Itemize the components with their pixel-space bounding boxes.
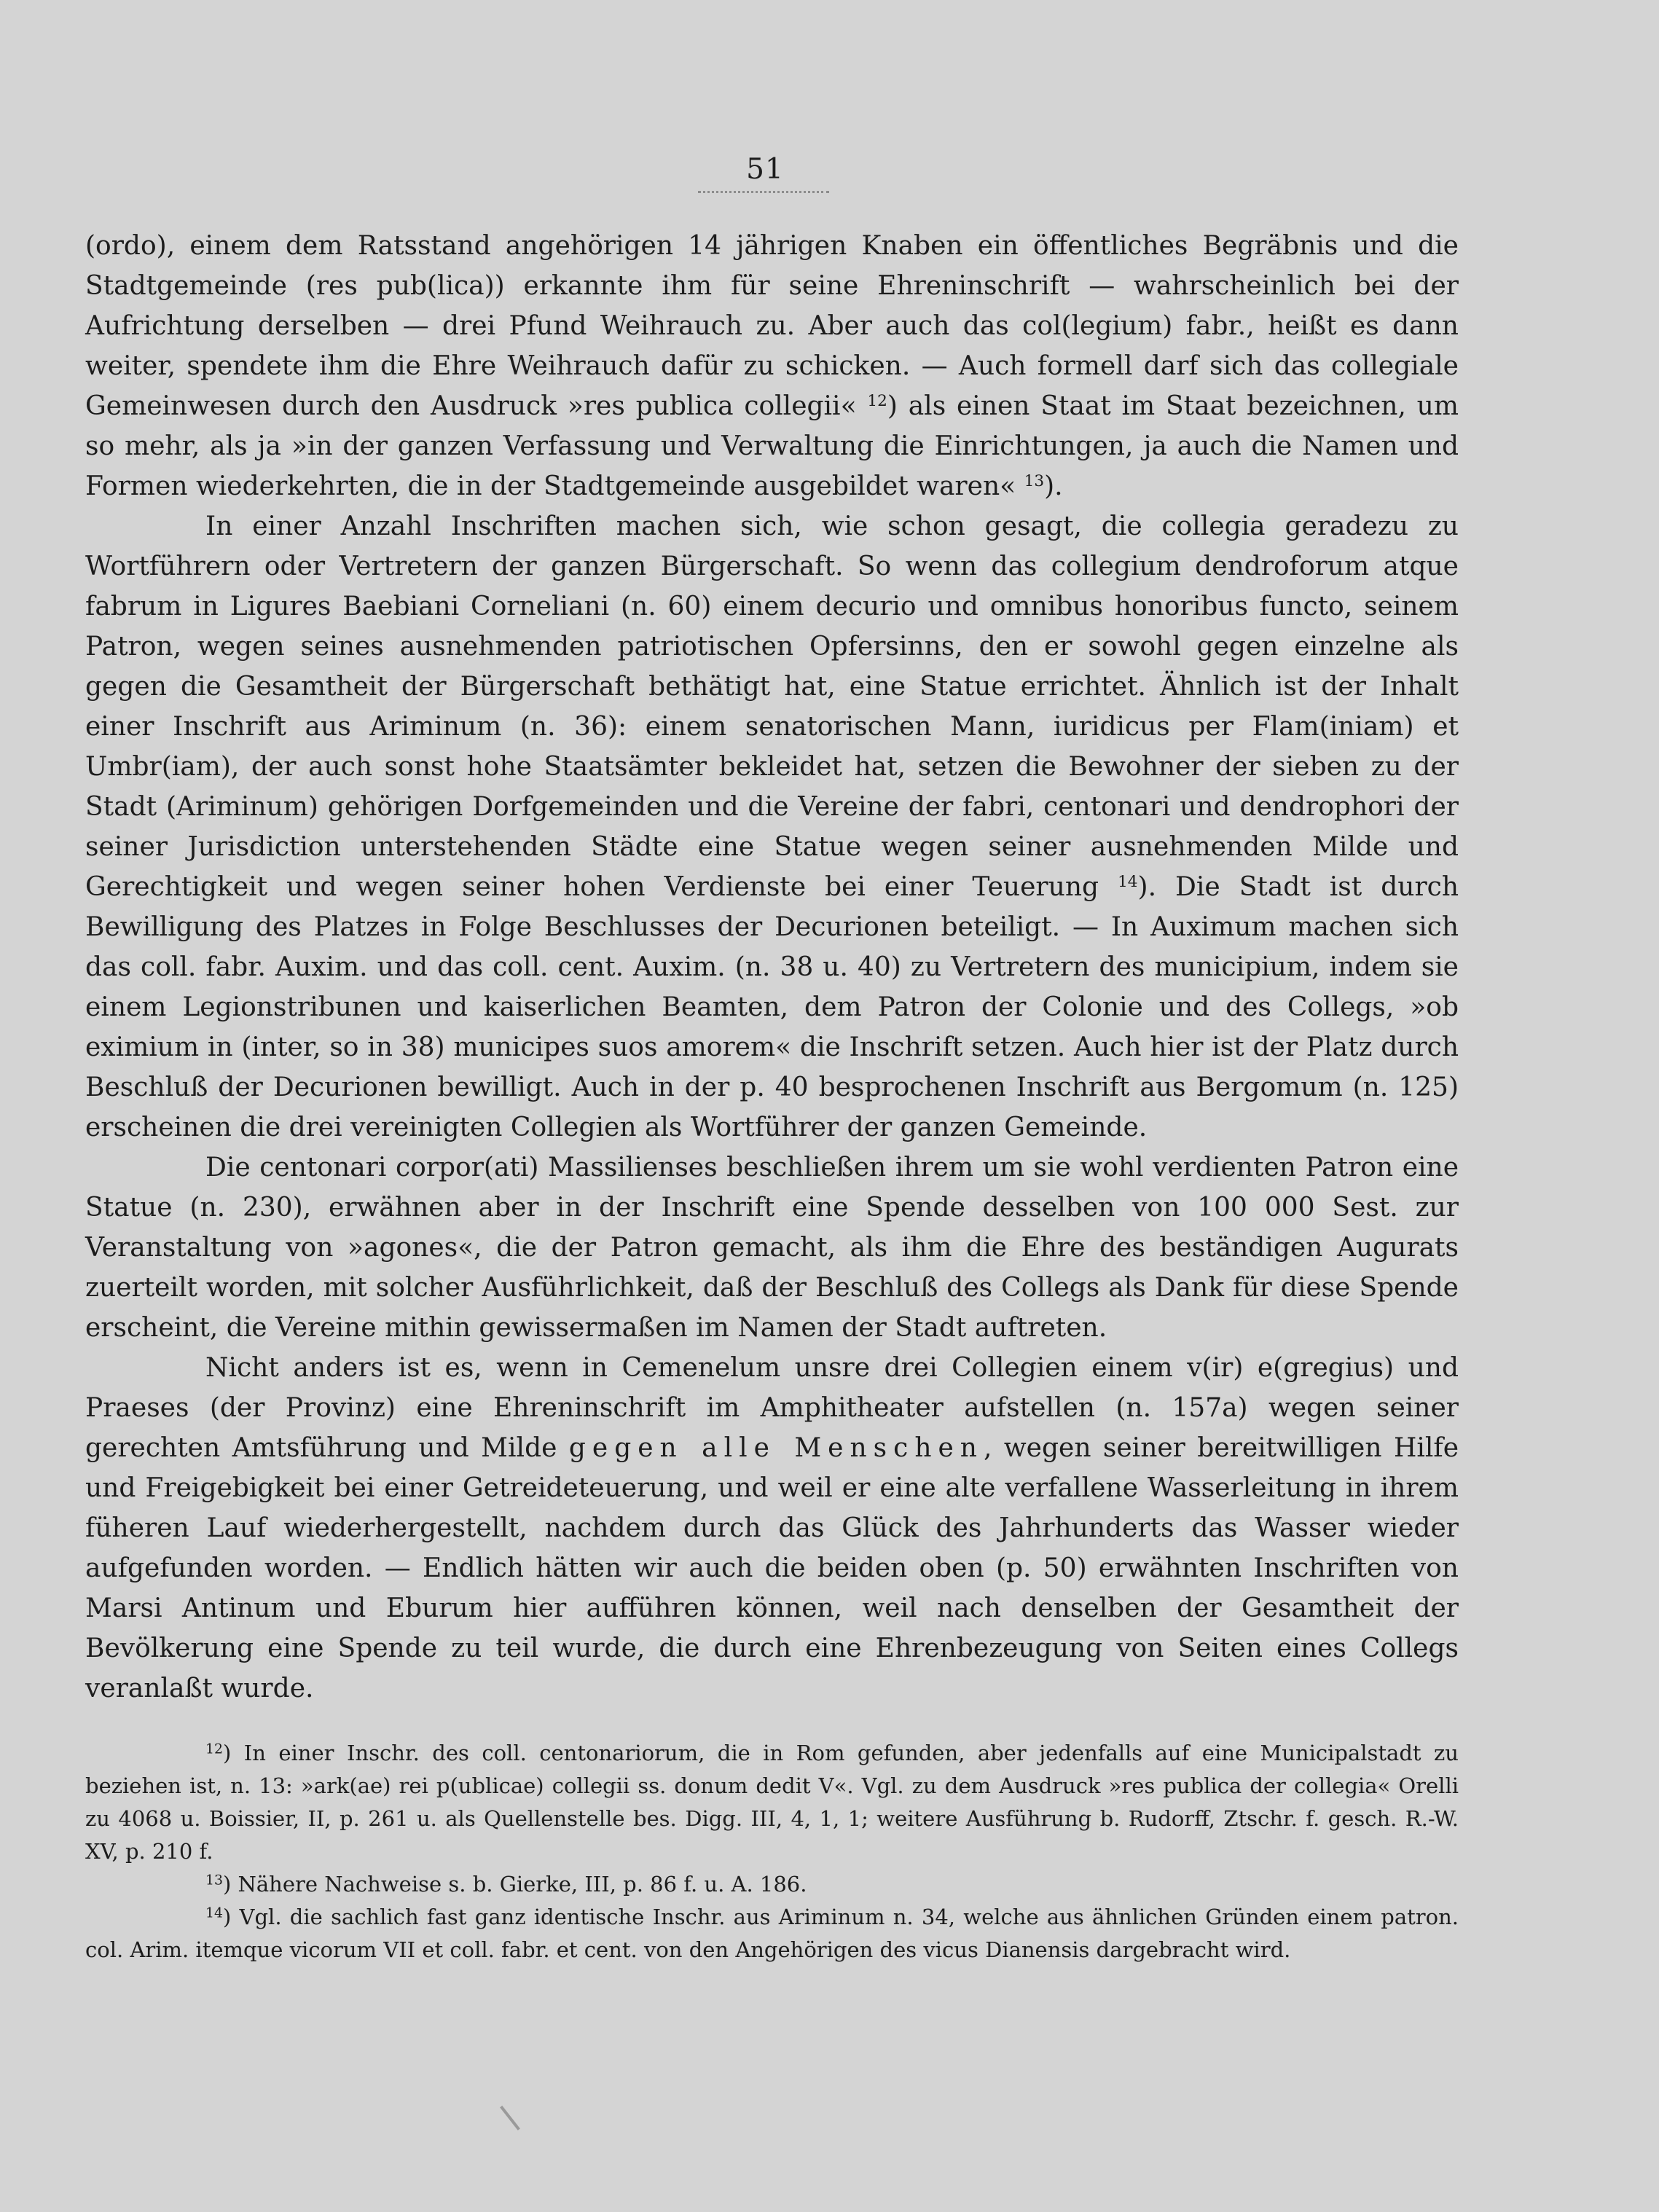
footnote-mark: 12 <box>205 1741 223 1757</box>
footnote-ref-13[interactable]: 13 <box>1024 472 1045 491</box>
footnote-mark: 14 <box>205 1905 223 1921</box>
paragraph-4-text: Nicht anders ist es, wenn in Cemenelum unsre drei Collegien einem v(ir) e(gregius) und Praeses (der Provinz) eine Ehreninschrift im Amphitheater aufstellen (n. 157a) wegen seiner gerechten Amtsführung und Milde <box>85 1353 1459 1463</box>
footnote-text: ) In einer Inschr. des coll. centonariorum, die in Rom gefunden, aber jedenfalls auf eine Municipalstadt zu beziehen ist, n. 13: »ark(ae) rei p(ublicae) collegii ss. donum dedit V«. Vgl. zu dem Ausdruck »res publica der collegia« Orelli zu 4068 u. Boissier, II, p. 261 u. als Quellenstelle bes. Digg. III, 4, 1, 1; weitere Ausführung b. Rudorff, Ztschr. f. gesch. R.-W. XV, p. 210 f. <box>85 1741 1459 1864</box>
footnote-ref-12[interactable]: 12 <box>867 392 887 411</box>
paragraph-1-text: (ordo), einem dem Ratsstand angehörigen 14 jährigen Knaben ein öffentliches Begräbnis und die Stadtgemeinde (res pub(lica)) erkannte ihm für seine Ehreninschrift — wahrscheinlich bei der Aufrichtung derselben — drei Pfund Weihrauch zu. Aber auch das col(legium) fabr., heißt es dann weiter, spendete ihm die Ehre Weihrauch dafür zu schicken. — Auch formell darf sich das collegiale Gemeinwesen durch den Ausdruck »res publica collegii« <box>85 231 1459 421</box>
paragraph-1 <box>85 226 1459 506</box>
paragraph-3: Die centonari corpor(ati) Massilienses beschließen ihrem um sie wohl verdienten Patron eine Statue (n. 230), erwähnen aber in der Inschrift eine Spende desselben von 100 000 Sest. zur Veranstaltung von »agones«, die der Patron gemacht, als ihm die Ehre des beständigen Augurats zuerteilt worden, mit solcher Ausführlichkeit, daß der Beschluß des Collegs als Dank für diese Spende erscheint, die Vereine mithin gewissermaßen im Namen der Stadt auftreten. <box>85 1153 1459 1343</box>
footnote-text: ) Nähere Nachweise s. b. Gierke, III, p. 86 f. u. A. 186. <box>222 1872 807 1897</box>
main-text <box>85 226 1459 1709</box>
paragraph-2-text: In einer Anzahl Inschriften machen sich, wie schon gesagt, die collegia geradezu zu Wortführern oder Vertretern der ganzen Bürgerschaft. So wenn das collegium dendroforum atque fabrum in Ligures Baebiani Corneliani (n. 60) einem decurio und omnibus honoribus functo, seinem Patron, wegen seines ausnehmenden patriotischen Opfersinns, den er sowohl gegen einzelne als gegen die Gesamtheit der Bürgerschaft bethätigt hat, eine Statue errichtet. Ähnlich ist der Inhalt einer Inschrift aus Ariminum (n. 36): einem senatorischen Mann, iuridicus per Flam(iniam) et Umbr(iam), der auch sonst hohe Staatsämter bekleidet hat, setzen die Bewohner der sieben zu der Stadt (Ariminum) gehörigen Dorfgemeinden und die Vereine der fabri, centonari und dendrophori der seiner Jurisdiction unterstehenden Städte eine Statue wegen seiner ausnehmenden Milde und Gerechtigkeit und wegen seiner hohen Verdienste bei einer Teuerung <box>85 511 1459 902</box>
page-blemish <box>500 2106 520 2130</box>
footnote-14 <box>85 1901 1459 1966</box>
page-number-rule <box>698 191 829 193</box>
emphasized-phrase: gegen alle Menschen <box>568 1433 984 1463</box>
paragraph-4 <box>85 1348 1459 1709</box>
footnote-text: ) Vgl. die sachlich fast ganz identische Inschr. aus Ariminum n. 34, welche aus ähnlichen Gründen einem patron. col. Arim. itemque vicorum VII et coll. fabr. et cent. von den Angehörigen des vicus Dianensis dargebracht wird. <box>85 1905 1459 1962</box>
paragraph-1-continued: ) als einen Staat im Staat bezeichnen, um so mehr, als ja »in der ganzen Verfassung und Verwaltung die Einrichtungen, ja auch die Namen und Formen wiederkehrten, die in der Stadtgemeinde ausgebildet waren« <box>85 391 1459 501</box>
footnote-12 <box>85 1737 1459 1868</box>
page-number: 51 <box>746 153 784 186</box>
footnote-mark: 13 <box>205 1872 223 1889</box>
paragraph-1-end: ). <box>1044 471 1063 501</box>
paragraph-2 <box>85 506 1459 1148</box>
paragraph-4-continued: , wegen seiner bereitwilligen Hilfe und Freigebigkeit bei einer Getreideteuerung, und weil er eine alte verfallene Wasserleitung in ihrem füheren Lauf wiederhergestellt, nachdem durch das Glück des Jahrhunderts das Wasser wieder aufgefunden worden. — Endlich hätten wir auch die beiden oben (p. 50) erwähnten Inschriften von Marsi Antinum und Eburum hier aufführen können, weil nach denselben der Gesamtheit der Bevölkerung eine Spende zu teil wurde, die durch eine Ehrenbezeugung von Seiten eines Collegs veranlaßt wurde. <box>85 1433 1459 1703</box>
footnote-13 <box>85 1868 1459 1901</box>
paragraph-2-continued: ). Die Stadt ist durch Bewilligung des Platzes in Folge Beschlusses der Decurionen beteiligt. — In Auximum machen sich das coll. fabr. Auxim. und das coll. cent. Auxim. (n. 38 u. 40) zu Vertretern des municipium, indem sie einem Legionstribunen und kaiserlichen Beamten, dem Patron der Colonie und des Collegs, »ob eximium in (inter, so in 38) municipes suos amorem« die Inschrift setzen. Auch hier ist der Platz durch Beschluß der Decurionen bewilligt. Auch in der p. 40 besprochenen Inschrift aus Bergomum (n. 125) erscheinen die drei vereinigten Collegien als Wortführer der ganzen Gemeinde. <box>85 872 1459 1142</box>
footnote-ref-14[interactable]: 14 <box>1118 873 1138 892</box>
footnotes <box>85 1737 1459 1966</box>
